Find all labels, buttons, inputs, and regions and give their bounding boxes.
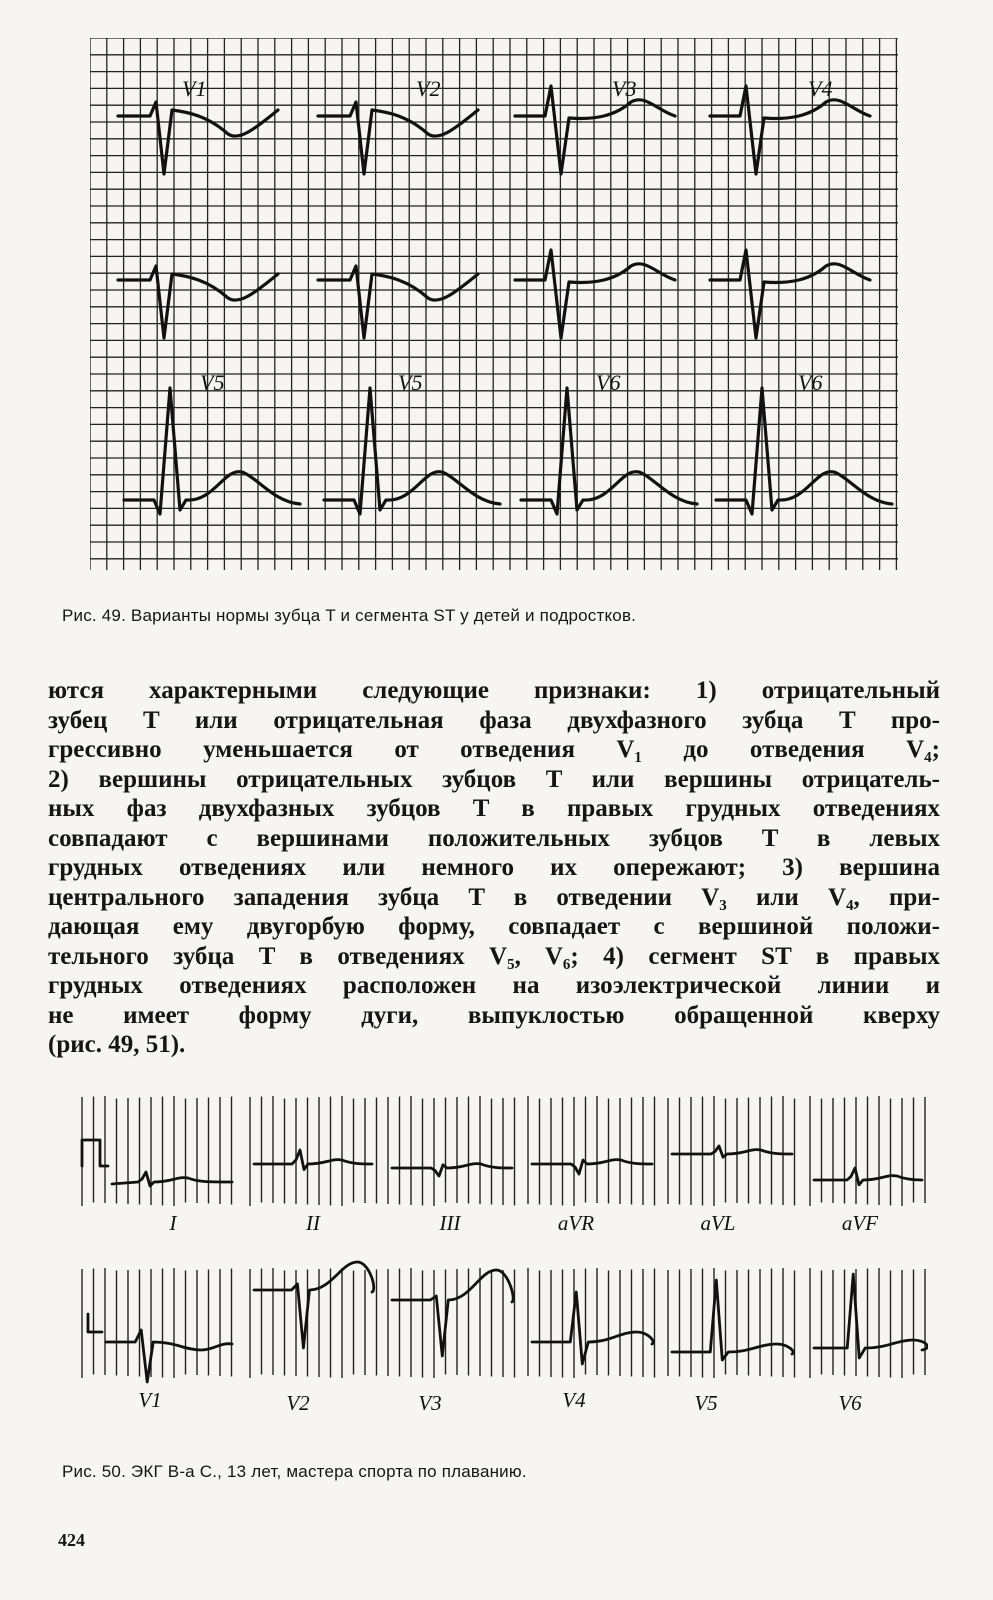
ecg-trace-limb <box>532 1160 652 1174</box>
ecg-trace-row3 <box>124 388 300 514</box>
ecg-trace-limb <box>392 1164 512 1176</box>
ecg-traces <box>118 86 892 514</box>
lead-label-v3: V3 <box>612 76 637 101</box>
ecg-trace-row2 <box>118 266 278 338</box>
figure-49-ecg-grid <box>90 38 898 570</box>
lead-label-i: I <box>169 1211 177 1235</box>
body-line: тельного зубца T в отведениях V₅, V₆; 4) сегмент ST в правых <box>48 942 940 970</box>
lead-label-ii: II <box>306 1211 320 1235</box>
chest-lead-labels <box>138 1388 862 1415</box>
body-line: грудных отведениях расположен на изоэлектрической линии и <box>48 972 940 999</box>
body-line: ных фаз двухфазных зубцов T в правых грудных отведениях <box>48 795 940 822</box>
body-line: грессивно уменьшается от отведения V₁ до отведения V₄; <box>48 736 940 763</box>
ecg-trace-chest <box>672 1280 793 1360</box>
ecg-trace-chest <box>254 1262 374 1348</box>
ecg-trace-row2 <box>515 250 675 338</box>
ecg-trace-row3 <box>324 388 500 514</box>
lead-label-avf: aVF <box>841 1211 879 1235</box>
body-paragraph <box>48 676 940 1060</box>
lead-label-v5: V5 <box>694 1391 718 1415</box>
ecg-trace-chest <box>392 1270 513 1356</box>
ecg-trace-limb <box>672 1146 792 1157</box>
ecg-trace-chest <box>88 1314 232 1382</box>
ecg-trace-row1 <box>118 102 278 174</box>
body-line: совпадают с вершинами положительных зубцов T в левых <box>48 824 940 852</box>
lead-label-v6: V6 <box>838 1391 862 1415</box>
body-line: ются характерными следующие признаки: 1) отрицательный <box>48 677 940 704</box>
figure-50-ecg-strips <box>78 1092 928 1432</box>
figure-50-caption: Рис. 50. ЭКГ В-а С., 13 лет, мастера спорта по плаванию. <box>62 1462 527 1481</box>
lead-label-v6b: V6 <box>798 370 823 395</box>
lead-label-v5b: V5 <box>398 370 423 395</box>
lead-label-v1: V1 <box>182 76 207 101</box>
lead-label-v2: V2 <box>416 76 441 101</box>
body-line: грудных отведениях или немного их опережают; 3) вершина <box>48 854 940 881</box>
ecg-trace-row1 <box>515 86 675 174</box>
lead-label-iii: III <box>439 1211 461 1235</box>
ecg-trace-row3 <box>716 388 892 514</box>
ecg-trace-limb <box>254 1150 372 1170</box>
lead-label-v4: V4 <box>808 76 833 101</box>
lead-label-v6a: V6 <box>596 370 621 395</box>
lead-label-v4: V4 <box>562 1388 586 1412</box>
lead-label-v2: V2 <box>286 1391 310 1415</box>
ecg-trace-row3 <box>521 388 697 514</box>
ecg-trace-chest <box>814 1274 927 1358</box>
body-line: не имеет форму дуги, выпуклостью обращенной кверху <box>48 1001 940 1029</box>
lead-label-avl: aVL <box>700 1211 736 1235</box>
body-line: зубец T или отрицательная фаза двухфазного зубца T про- <box>48 706 940 734</box>
body-line: дающая ему двугорбую форму, совпадает с вершиной положи- <box>48 913 940 940</box>
lead-label-v1: V1 <box>138 1388 162 1412</box>
figure-49-caption: Рис. 49. Варианты нормы зубца T и сегмента ST у детей и подростков. <box>62 606 637 625</box>
lead-label-v5a: V5 <box>200 370 225 395</box>
body-line: центрального западения зубца T в отведении V₃ или V₄, при- <box>48 883 940 911</box>
limb-lead-labels <box>169 1211 879 1235</box>
ecg-trace-chest <box>532 1292 653 1364</box>
lead-label-avr: aVR <box>557 1211 595 1235</box>
body-line: 2) вершины отрицательных зубцов T или вершины отрицатель- <box>48 765 940 793</box>
lead-label-v3: V3 <box>418 1391 442 1415</box>
body-line: (рис. 49, 51). <box>48 1031 186 1058</box>
ecg-time-marks <box>82 1096 925 1378</box>
page-number: 424 <box>58 1530 85 1550</box>
